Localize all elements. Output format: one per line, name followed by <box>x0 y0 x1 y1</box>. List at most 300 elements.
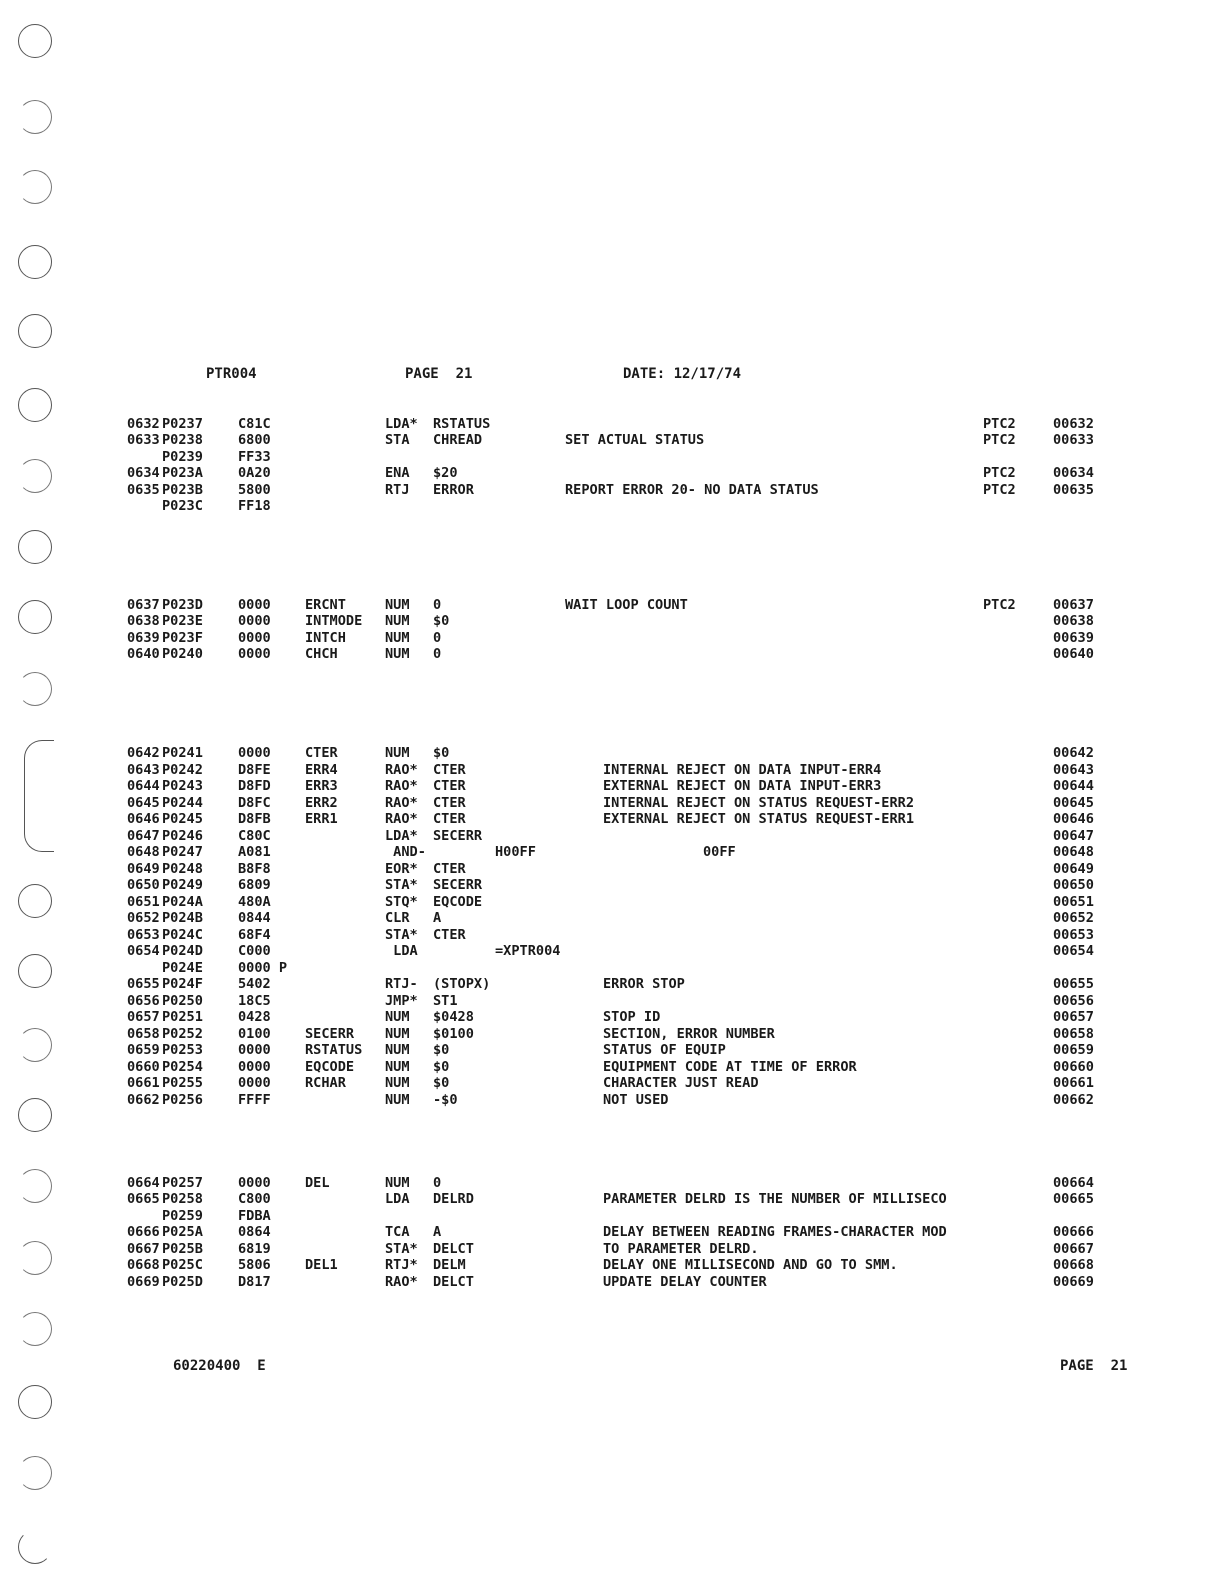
object-code: 5800 <box>238 482 271 498</box>
object-code: D8FD <box>238 778 271 794</box>
object-code: FF33 <box>238 449 271 465</box>
operand: CTER <box>433 927 466 943</box>
address: P023A <box>162 465 203 481</box>
address: P023D <box>162 597 203 613</box>
line-number: 0644 <box>127 778 160 794</box>
listing-line <box>0 1224 1224 1241</box>
sequence-number: 00660 <box>1053 1059 1094 1075</box>
address: P025B <box>162 1241 203 1257</box>
comment: 00FF <box>703 844 736 860</box>
listing-line <box>0 1042 1224 1059</box>
comment: EXTERNAL REJECT ON STATUS REQUEST-ERR1 <box>603 811 914 827</box>
object-code: 0100 <box>238 1026 271 1042</box>
operand: CTER <box>433 778 466 794</box>
address: P024C <box>162 927 203 943</box>
sequence-number: 00655 <box>1053 976 1094 992</box>
address: P024B <box>162 910 203 926</box>
sequence-number: 00666 <box>1053 1224 1094 1240</box>
sequence-number: 00640 <box>1053 646 1094 662</box>
object-code: 0000 P <box>238 960 288 976</box>
opcode: RAO* <box>385 1274 418 1290</box>
object-code: 0000 <box>238 1059 271 1075</box>
sequence-number: 00658 <box>1053 1026 1094 1042</box>
line-number: 0639 <box>127 630 160 646</box>
object-code: 18C5 <box>238 993 271 1009</box>
listing-line <box>0 1092 1224 1109</box>
object-code: C000 <box>238 943 271 959</box>
sequence-number: 00647 <box>1053 828 1094 844</box>
sequence-number: 00638 <box>1053 613 1094 629</box>
address: P0258 <box>162 1191 203 1207</box>
label: DEL1 <box>305 1257 338 1273</box>
object-code: 0000 <box>238 1175 271 1191</box>
listing-line <box>0 1274 1224 1291</box>
sequence-number: 00668 <box>1053 1257 1094 1273</box>
comment: DELAY BETWEEN READING FRAMES-CHARACTER MOD <box>603 1224 947 1240</box>
address: P024D <box>162 943 203 959</box>
sequence-number: 00654 <box>1053 943 1094 959</box>
listing-line <box>0 498 1224 515</box>
object-code: D8FB <box>238 811 271 827</box>
sequence-number: 00656 <box>1053 993 1094 1009</box>
identifier: PTC2 <box>983 482 1016 498</box>
opcode: NUM <box>385 745 410 761</box>
comment: EXTERNAL REJECT ON DATA INPUT-ERR3 <box>603 778 882 794</box>
operand: CHREAD <box>433 432 483 448</box>
object-code: C800 <box>238 1191 271 1207</box>
listing-line <box>0 993 1224 1010</box>
address: P0240 <box>162 646 203 662</box>
opcode: RAO* <box>385 795 418 811</box>
operand: 0 <box>433 646 442 662</box>
address: P0246 <box>162 828 203 844</box>
line-number: 0650 <box>127 877 160 893</box>
line-number: 0637 <box>127 597 160 613</box>
sequence-number: 00635 <box>1053 482 1094 498</box>
line-number: 0667 <box>127 1241 160 1257</box>
comment: ERROR STOP <box>603 976 685 992</box>
address: P0257 <box>162 1175 203 1191</box>
label: ERR4 <box>305 762 338 778</box>
sequence-number: 00649 <box>1053 861 1094 877</box>
address: P0241 <box>162 745 203 761</box>
opcode: RTJ- <box>385 976 418 992</box>
address: P0249 <box>162 877 203 893</box>
opcode: STA* <box>385 927 418 943</box>
object-code: 5806 <box>238 1257 271 1273</box>
label: EQCODE <box>305 1059 355 1075</box>
identifier: PTC2 <box>983 465 1016 481</box>
label: CTER <box>305 745 338 761</box>
line-number: 0634 <box>127 465 160 481</box>
label: DEL <box>305 1175 330 1191</box>
listing-line <box>0 1191 1224 1208</box>
sequence-number: 00634 <box>1053 465 1094 481</box>
address: P025D <box>162 1274 203 1290</box>
identifier: PTC2 <box>983 432 1016 448</box>
line-number: 0653 <box>127 927 160 943</box>
opcode: STA* <box>385 1241 418 1257</box>
opcode: STA* <box>385 877 418 893</box>
listing-line <box>0 432 1224 449</box>
operand: CTER <box>433 762 466 778</box>
operand: (STOPX) <box>433 976 491 992</box>
operand: ERROR <box>433 482 474 498</box>
operand: RSTATUS <box>433 416 491 432</box>
line-number: 0662 <box>127 1092 160 1108</box>
object-code: D8FE <box>238 762 271 778</box>
comment: REPORT ERROR 20- NO DATA STATUS <box>565 482 819 498</box>
operand: 0 <box>433 1175 442 1191</box>
listing-line <box>0 1009 1224 1026</box>
listing-line <box>0 894 1224 911</box>
address: P0247 <box>162 844 203 860</box>
opcode: NUM <box>385 630 410 646</box>
line-number: 0642 <box>127 745 160 761</box>
operand: $0100 <box>433 1026 474 1042</box>
line-number: 0651 <box>127 894 160 910</box>
operand: CTER <box>433 811 466 827</box>
sequence-number: 00644 <box>1053 778 1094 794</box>
address: P025C <box>162 1257 203 1273</box>
opcode: STQ* <box>385 894 418 910</box>
operand: 0 <box>433 630 442 646</box>
line-number: 0632 <box>127 416 160 432</box>
operand: DELRD <box>433 1191 474 1207</box>
sequence-number: 00669 <box>1053 1274 1094 1290</box>
opcode: NUM <box>385 1009 410 1025</box>
sequence-number: 00667 <box>1053 1241 1094 1257</box>
line-number: 0643 <box>127 762 160 778</box>
object-code: 6800 <box>238 432 271 448</box>
opcode: LDA* <box>385 828 418 844</box>
operand: 0 <box>433 597 442 613</box>
line-number: 0659 <box>127 1042 160 1058</box>
address: P0238 <box>162 432 203 448</box>
operand: $0 <box>433 613 450 629</box>
sequence-number: 00632 <box>1053 416 1094 432</box>
sequence-number: 00650 <box>1053 877 1094 893</box>
listing-line <box>0 795 1224 812</box>
label: RCHAR <box>305 1075 346 1091</box>
address: P023B <box>162 482 203 498</box>
comment: SECTION, ERROR NUMBER <box>603 1026 775 1042</box>
listing-line <box>0 416 1224 433</box>
line-number: 0649 <box>127 861 160 877</box>
label: ERR3 <box>305 778 338 794</box>
listing-line <box>0 1026 1224 1043</box>
address: P024A <box>162 894 203 910</box>
listing-line <box>0 762 1224 779</box>
object-code: B8F8 <box>238 861 271 877</box>
object-code: 0000 <box>238 1075 271 1091</box>
opcode: AND- <box>385 844 426 860</box>
comment: WAIT LOOP COUNT <box>565 597 688 613</box>
label: CHCH <box>305 646 338 662</box>
object-code: D8FC <box>238 795 271 811</box>
address: P0237 <box>162 416 203 432</box>
listing-line <box>0 465 1224 482</box>
sequence-number: 00633 <box>1053 432 1094 448</box>
comment: PARAMETER DELRD IS THE NUMBER OF MILLISECO <box>603 1191 947 1207</box>
object-code: 0000 <box>238 646 271 662</box>
address: P0239 <box>162 449 203 465</box>
line-number: 0638 <box>127 613 160 629</box>
operand: EQCODE <box>433 894 483 910</box>
operand: $20 <box>433 465 458 481</box>
listing-line <box>0 1208 1224 1225</box>
opcode: LDA <box>385 943 418 959</box>
object-code: 0A20 <box>238 465 271 481</box>
listing-line <box>0 828 1224 845</box>
line-number: 0635 <box>127 482 160 498</box>
label: ERR1 <box>305 811 338 827</box>
operand: DELCT <box>433 1241 474 1257</box>
line-number: 0655 <box>127 976 160 992</box>
listing-line <box>0 960 1224 977</box>
sequence-number: 00661 <box>1053 1075 1094 1091</box>
listing-line <box>0 1075 1224 1092</box>
address: P0253 <box>162 1042 203 1058</box>
opcode: STA <box>385 432 410 448</box>
object-code: 0000 <box>238 745 271 761</box>
object-code: FF18 <box>238 498 271 514</box>
object-code: 0000 <box>238 597 271 613</box>
object-code: 0000 <box>238 1042 271 1058</box>
sequence-number: 00648 <box>1053 844 1094 860</box>
address: P023F <box>162 630 203 646</box>
opcode: NUM <box>385 1175 410 1191</box>
line-number: 0645 <box>127 795 160 811</box>
listing-line <box>0 630 1224 647</box>
opcode: RAO* <box>385 778 418 794</box>
listing-line <box>0 811 1224 828</box>
listing-line <box>0 613 1224 630</box>
line-number: 0633 <box>127 432 160 448</box>
object-code: 0000 <box>238 630 271 646</box>
comment: INTERNAL REJECT ON DATA INPUT-ERR4 <box>603 762 882 778</box>
address: P024F <box>162 976 203 992</box>
listing-line <box>0 877 1224 894</box>
comment: SET ACTUAL STATUS <box>565 432 705 448</box>
header-date: DATE: 12/17/74 <box>623 366 742 382</box>
operand: SECERR <box>433 828 483 844</box>
object-code: 5402 <box>238 976 271 992</box>
extended-operand: =XPTR004 <box>495 943 561 959</box>
address: P0255 <box>162 1075 203 1091</box>
listing-line <box>0 745 1224 762</box>
object-code: 0844 <box>238 910 271 926</box>
opcode: RTJ* <box>385 1257 418 1273</box>
operand: CTER <box>433 861 466 877</box>
comment: TO PARAMETER DELRD. <box>603 1241 759 1257</box>
line-number: 0657 <box>127 1009 160 1025</box>
address: P0252 <box>162 1026 203 1042</box>
listing-line <box>0 449 1224 466</box>
operand: DELM <box>433 1257 466 1273</box>
address: P023C <box>162 498 203 514</box>
opcode: RAO* <box>385 811 418 827</box>
line-number: 0664 <box>127 1175 160 1191</box>
operand: $0 <box>433 1042 450 1058</box>
document-number: 60220400 E <box>173 1358 266 1374</box>
opcode: RAO* <box>385 762 418 778</box>
label: INTMODE <box>305 613 363 629</box>
operand: DELCT <box>433 1274 474 1290</box>
operand: $0 <box>433 745 450 761</box>
address: P0243 <box>162 778 203 794</box>
extended-operand: H00FF <box>495 844 536 860</box>
line-number: 0669 <box>127 1274 160 1290</box>
label: ERCNT <box>305 597 346 613</box>
address: P0254 <box>162 1059 203 1075</box>
identifier: PTC2 <box>983 597 1016 613</box>
object-code: 480A <box>238 894 271 910</box>
opcode: NUM <box>385 1092 410 1108</box>
address: P024E <box>162 960 203 976</box>
operand: ST1 <box>433 993 458 1009</box>
comment: EQUIPMENT CODE AT TIME OF ERROR <box>603 1059 857 1075</box>
address: P0259 <box>162 1208 203 1224</box>
sequence-number: 00651 <box>1053 894 1094 910</box>
label: ERR2 <box>305 795 338 811</box>
label: RSTATUS <box>305 1042 363 1058</box>
opcode: EOR* <box>385 861 418 877</box>
operand: $0 <box>433 1075 450 1091</box>
opcode: NUM <box>385 1059 410 1075</box>
operand: -$0 <box>433 1092 458 1108</box>
comment: INTERNAL REJECT ON STATUS REQUEST-ERR2 <box>603 795 914 811</box>
operand: $0428 <box>433 1009 474 1025</box>
line-number: 0658 <box>127 1026 160 1042</box>
listing-line <box>0 910 1224 927</box>
opcode: NUM <box>385 1075 410 1091</box>
sequence-number: 00662 <box>1053 1092 1094 1108</box>
object-code: C80C <box>238 828 271 844</box>
sequence-number: 00646 <box>1053 811 1094 827</box>
comment: STOP ID <box>603 1009 661 1025</box>
object-code: FDBA <box>238 1208 271 1224</box>
listing-line <box>0 927 1224 944</box>
operand: A <box>433 910 442 926</box>
address: P0248 <box>162 861 203 877</box>
sequence-number: 00639 <box>1053 630 1094 646</box>
sequence-number: 00665 <box>1053 1191 1094 1207</box>
address: P023E <box>162 613 203 629</box>
line-number: 0654 <box>127 943 160 959</box>
listing-line <box>0 1241 1224 1258</box>
line-number: 0652 <box>127 910 160 926</box>
object-code: A081 <box>238 844 271 860</box>
object-code: D817 <box>238 1274 271 1290</box>
sequence-number: 00652 <box>1053 910 1094 926</box>
object-code: FFFF <box>238 1092 271 1108</box>
address: P0251 <box>162 1009 203 1025</box>
object-code: 6809 <box>238 877 271 893</box>
sequence-number: 00657 <box>1053 1009 1094 1025</box>
opcode: JMP* <box>385 993 418 1009</box>
object-code: C81C <box>238 416 271 432</box>
opcode: NUM <box>385 646 410 662</box>
comment: STATUS OF EQUIP <box>603 1042 726 1058</box>
listing-line <box>0 861 1224 878</box>
object-code: 0864 <box>238 1224 271 1240</box>
listing-line <box>0 646 1224 663</box>
comment: NOT USED <box>603 1092 669 1108</box>
line-number: 0648 <box>127 844 160 860</box>
sequence-number: 00664 <box>1053 1175 1094 1191</box>
sequence-number: 00637 <box>1053 597 1094 613</box>
operand: A <box>433 1224 442 1240</box>
comment: UPDATE DELAY COUNTER <box>603 1274 767 1290</box>
line-number: 0666 <box>127 1224 160 1240</box>
opcode: RTJ <box>385 482 410 498</box>
operand: SECERR <box>433 877 483 893</box>
opcode: LDA <box>385 1191 410 1207</box>
opcode: LDA* <box>385 416 418 432</box>
sequence-number: 00653 <box>1053 927 1094 943</box>
line-number: 0656 <box>127 993 160 1009</box>
line-number: 0647 <box>127 828 160 844</box>
line-number: 0660 <box>127 1059 160 1075</box>
line-number: 0646 <box>127 811 160 827</box>
address: P0242 <box>162 762 203 778</box>
sequence-number: 00642 <box>1053 745 1094 761</box>
listing-line <box>0 844 1224 861</box>
object-code: 6819 <box>238 1241 271 1257</box>
sequence-number: 00659 <box>1053 1042 1094 1058</box>
listing-line <box>0 1059 1224 1076</box>
line-number: 0661 <box>127 1075 160 1091</box>
comment: CHARACTER JUST READ <box>603 1075 759 1091</box>
listing-line <box>0 597 1224 614</box>
identifier: PTC2 <box>983 416 1016 432</box>
opcode: TCA <box>385 1224 410 1240</box>
sequence-number: 00645 <box>1053 795 1094 811</box>
listing-line <box>0 943 1224 960</box>
object-code: 0428 <box>238 1009 271 1025</box>
opcode: NUM <box>385 1042 410 1058</box>
line-number: 0665 <box>127 1191 160 1207</box>
listing-line <box>0 1175 1224 1192</box>
address: P0250 <box>162 993 203 1009</box>
header-page: PAGE 21 <box>405 366 473 382</box>
object-code: 0000 <box>238 613 271 629</box>
operand: CTER <box>433 795 466 811</box>
address: P025A <box>162 1224 203 1240</box>
comment: DELAY ONE MILLISECOND AND GO TO SMM. <box>603 1257 898 1273</box>
line-number: 0668 <box>127 1257 160 1273</box>
listing-line <box>0 976 1224 993</box>
line-number: 0640 <box>127 646 160 662</box>
listing-line <box>0 778 1224 795</box>
opcode: CLR <box>385 910 410 926</box>
program-name: PTR004 <box>206 366 257 382</box>
opcode: NUM <box>385 613 410 629</box>
listing-line <box>0 482 1224 499</box>
address: P0256 <box>162 1092 203 1108</box>
sequence-number: 00643 <box>1053 762 1094 778</box>
opcode: NUM <box>385 1026 410 1042</box>
object-code: 68F4 <box>238 927 271 943</box>
operand: $0 <box>433 1059 450 1075</box>
address: P0244 <box>162 795 203 811</box>
opcode: ENA <box>385 465 410 481</box>
label: SECERR <box>305 1026 355 1042</box>
listing-line <box>0 1257 1224 1274</box>
opcode: NUM <box>385 597 410 613</box>
label: INTCH <box>305 630 346 646</box>
